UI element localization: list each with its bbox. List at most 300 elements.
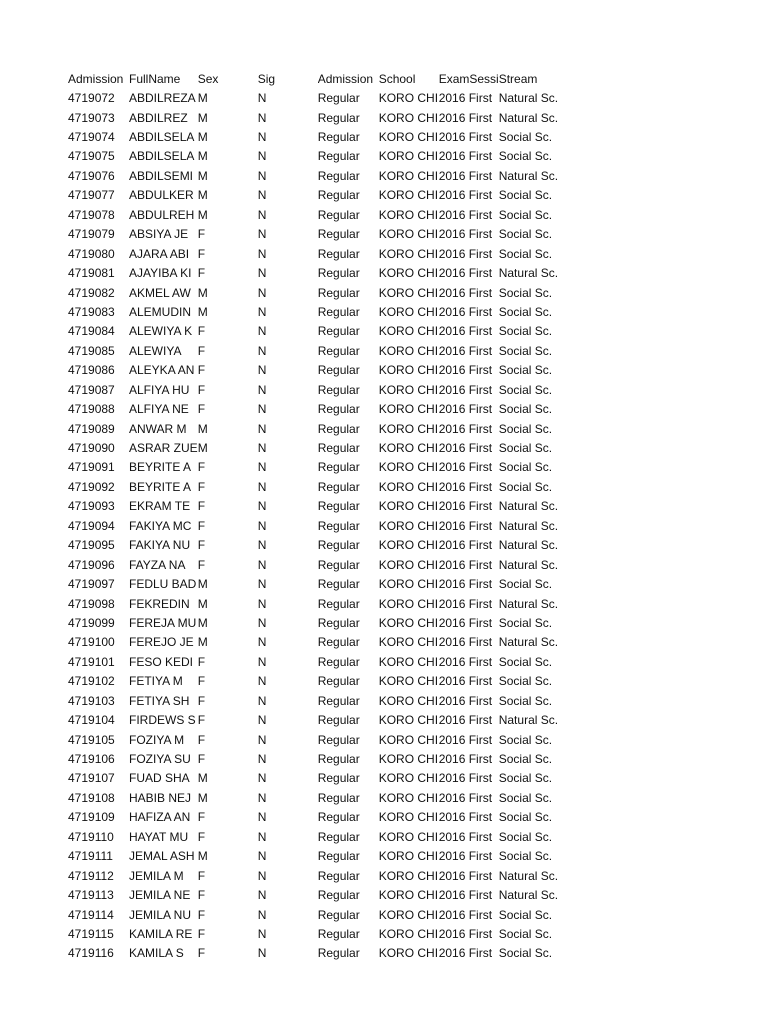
admission-type-cell[interactable]: Regular	[317, 829, 360, 844]
admission-cell[interactable]: 4719105	[68, 732, 115, 747]
sex-cell[interactable]: F	[197, 499, 206, 514]
school-cell[interactable]: KORO CHI	[378, 110, 439, 125]
admission-type-cell[interactable]: Regular	[317, 168, 360, 183]
sig-cell[interactable]: N	[257, 907, 267, 922]
school-cell[interactable]: KORO CHI	[378, 557, 439, 572]
admission-cell[interactable]: 4719090	[68, 441, 115, 456]
exam-session-cell[interactable]: 2016 First	[438, 693, 493, 708]
exam-session-cell[interactable]: 2016 First	[438, 829, 493, 844]
sex-cell[interactable]: M	[197, 304, 208, 319]
sex-cell[interactable]: M	[197, 441, 208, 456]
fullname-cell[interactable]: ABDILSELA	[129, 149, 195, 164]
stream-cell[interactable]: Social Sc.	[498, 849, 553, 864]
admission-type-cell[interactable]: Regular	[317, 946, 360, 961]
school-cell[interactable]: KORO CHI	[378, 266, 439, 281]
sig-cell[interactable]: N	[257, 693, 267, 708]
stream-cell[interactable]: Social Sc.	[498, 382, 553, 397]
admission-type-cell[interactable]: Regular	[317, 732, 360, 747]
sex-cell[interactable]: M	[197, 635, 208, 650]
stream-cell[interactable]: Natural Sc.	[498, 868, 559, 883]
sex-cell[interactable]: F	[197, 557, 206, 572]
school-cell[interactable]: KORO CHI	[378, 693, 439, 708]
exam-session-cell[interactable]: 2016 First	[438, 149, 493, 164]
school-cell[interactable]: KORO CHI	[378, 479, 439, 494]
fullname-cell[interactable]: ASRAR ZUE	[129, 441, 198, 456]
exam-session-cell[interactable]: 2016 First	[438, 460, 493, 475]
admission-type-cell[interactable]: Regular	[317, 460, 360, 475]
sig-cell[interactable]: N	[257, 557, 267, 572]
exam-session-cell[interactable]: 2016 First	[438, 654, 493, 669]
school-cell[interactable]: KORO CHI	[378, 246, 439, 261]
sig-cell[interactable]: N	[257, 615, 267, 630]
admission-cell[interactable]: 4719099	[68, 615, 115, 630]
stream-cell[interactable]: Natural Sc.	[498, 635, 559, 650]
exam-session-cell[interactable]: 2016 First	[438, 421, 493, 436]
school-cell[interactable]: KORO CHI	[378, 596, 439, 611]
stream-cell[interactable]: Natural Sc.	[498, 518, 559, 533]
sig-cell[interactable]: N	[257, 926, 267, 941]
school-cell[interactable]: KORO CHI	[378, 518, 439, 533]
exam-session-cell[interactable]: 2016 First	[438, 499, 493, 514]
admission-cell[interactable]: 4719113	[68, 888, 114, 903]
exam-session-cell[interactable]: 2016 First	[438, 363, 493, 378]
school-cell[interactable]: KORO CHI	[378, 363, 439, 378]
stream-cell[interactable]: Natural Sc.	[498, 888, 559, 903]
stream-cell[interactable]: Natural Sc.	[498, 266, 559, 281]
admission-type-cell[interactable]: Regular	[317, 888, 360, 903]
stream-cell[interactable]: Social Sc.	[498, 363, 553, 378]
sex-cell[interactable]: F	[197, 752, 206, 767]
school-cell[interactable]: KORO CHI	[378, 207, 439, 222]
fullname-cell[interactable]: FESO KEDI	[129, 654, 194, 669]
admission-type-cell[interactable]: Regular	[317, 907, 360, 922]
admission-type-cell[interactable]: Regular	[317, 557, 360, 572]
exam-session-cell[interactable]: 2016 First	[438, 557, 493, 572]
school-cell[interactable]: KORO CHI	[378, 577, 439, 592]
school-cell[interactable]: KORO CHI	[378, 888, 439, 903]
stream-cell[interactable]: Natural Sc.	[498, 538, 559, 553]
fullname-cell[interactable]: ANWAR M	[129, 421, 187, 436]
sig-cell[interactable]: N	[257, 732, 267, 747]
exam-session-cell[interactable]: 2016 First	[438, 926, 493, 941]
sig-cell[interactable]: N	[257, 499, 267, 514]
exam-session-cell[interactable]: 2016 First	[438, 130, 493, 145]
fullname-cell[interactable]: JEMILA M	[129, 868, 184, 883]
fullname-cell[interactable]: HABIB NEJ	[129, 790, 192, 805]
sig-cell[interactable]: N	[257, 829, 267, 844]
exam-session-cell[interactable]: 2016 First	[438, 479, 493, 494]
admission-cell[interactable]: 4719100	[68, 635, 115, 650]
sex-cell[interactable]: M	[197, 285, 208, 300]
sig-cell[interactable]: N	[257, 888, 267, 903]
admission-type-cell[interactable]: Regular	[317, 577, 360, 592]
sig-cell[interactable]: N	[257, 654, 267, 669]
sex-cell[interactable]: M	[197, 149, 208, 164]
admission-cell[interactable]: 4719091	[68, 460, 115, 475]
admission-cell[interactable]: 4719102	[68, 674, 115, 689]
stream-cell[interactable]: Social Sc.	[498, 829, 553, 844]
fullname-cell[interactable]: JEMAL ASH	[129, 849, 195, 864]
fullname-cell[interactable]: FUAD SHA	[129, 771, 190, 786]
fullname-cell[interactable]: HAYAT MU	[129, 829, 189, 844]
school-cell[interactable]: KORO CHI	[378, 771, 439, 786]
sex-cell[interactable]: F	[197, 693, 206, 708]
admission-type-cell[interactable]: Regular	[317, 130, 360, 145]
stream-cell[interactable]: Social Sc.	[498, 285, 553, 300]
sex-cell[interactable]: F	[197, 266, 206, 281]
sex-cell[interactable]: M	[197, 771, 208, 786]
sex-cell[interactable]: F	[197, 479, 206, 494]
sig-cell[interactable]: N	[257, 479, 267, 494]
admission-type-cell[interactable]: Regular	[317, 790, 360, 805]
exam-session-cell[interactable]: 2016 First	[438, 596, 493, 611]
exam-session-cell[interactable]: 2016 First	[438, 266, 493, 281]
sig-cell[interactable]: N	[257, 227, 267, 242]
admission-type-cell[interactable]: Regular	[317, 849, 360, 864]
sig-cell[interactable]: N	[257, 771, 267, 786]
sex-cell[interactable]: F	[197, 518, 206, 533]
exam-session-cell[interactable]: 2016 First	[438, 732, 493, 747]
exam-session-cell[interactable]: 2016 First	[438, 168, 493, 183]
admission-type-cell[interactable]: Regular	[317, 752, 360, 767]
stream-cell[interactable]: Social Sc.	[498, 246, 553, 261]
fullname-cell[interactable]: AJAYIBA KI	[129, 266, 192, 281]
sex-cell[interactable]: F	[197, 402, 206, 417]
sig-cell[interactable]: N	[257, 91, 267, 106]
school-cell[interactable]: KORO CHI	[378, 149, 439, 164]
sig-cell[interactable]: N	[257, 149, 267, 164]
admission-cell[interactable]: 4719072	[68, 91, 115, 106]
admission-cell[interactable]: 4719076	[68, 168, 115, 183]
admission-type-cell[interactable]: Regular	[317, 149, 360, 164]
school-cell[interactable]: KORO CHI	[378, 907, 439, 922]
admission-cell[interactable]: 4719094	[68, 518, 115, 533]
sig-cell[interactable]: N	[257, 849, 267, 864]
exam-session-cell[interactable]: 2016 First	[438, 207, 493, 222]
admission-cell[interactable]: 4719101	[68, 654, 115, 669]
header-exam-session[interactable]: ExamSessi	[438, 71, 499, 86]
admission-type-cell[interactable]: Regular	[317, 693, 360, 708]
fullname-cell[interactable]: FAYZA NA	[129, 557, 186, 572]
stream-cell[interactable]: Social Sc.	[498, 188, 553, 203]
sig-cell[interactable]: N	[257, 460, 267, 475]
sig-cell[interactable]: N	[257, 343, 267, 358]
header-admission[interactable]: Admission	[68, 71, 124, 86]
school-cell[interactable]: KORO CHI	[378, 324, 439, 339]
stream-cell[interactable]: Social Sc.	[498, 421, 553, 436]
admission-cell[interactable]: 4719095	[68, 538, 115, 553]
sex-cell[interactable]: F	[197, 713, 206, 728]
exam-session-cell[interactable]: 2016 First	[438, 713, 493, 728]
exam-session-cell[interactable]: 2016 First	[438, 402, 493, 417]
stream-cell[interactable]: Social Sc.	[498, 324, 553, 339]
admission-type-cell[interactable]: Regular	[317, 421, 360, 436]
stream-cell[interactable]: Social Sc.	[498, 926, 553, 941]
exam-session-cell[interactable]: 2016 First	[438, 188, 493, 203]
fullname-cell[interactable]: FETIYA M	[129, 674, 183, 689]
stream-cell[interactable]: Social Sc.	[498, 752, 553, 767]
sex-cell[interactable]: F	[197, 674, 206, 689]
admission-type-cell[interactable]: Regular	[317, 499, 360, 514]
sig-cell[interactable]: N	[257, 635, 267, 650]
exam-session-cell[interactable]: 2016 First	[438, 285, 493, 300]
fullname-cell[interactable]: EKRAM TE	[129, 499, 191, 514]
stream-cell[interactable]: Social Sc.	[498, 343, 553, 358]
fullname-cell[interactable]: FOZIYA M	[129, 732, 185, 747]
header-admission-type[interactable]: Admission	[317, 71, 374, 86]
fullname-cell[interactable]: FEREJA MU	[129, 615, 197, 630]
fullname-cell[interactable]: AKMEL AW	[129, 285, 191, 300]
admission-cell[interactable]: 4719089	[68, 421, 115, 436]
sex-cell[interactable]: F	[197, 324, 206, 339]
fullname-cell[interactable]: FAKIYA MC	[129, 518, 192, 533]
school-cell[interactable]: KORO CHI	[378, 188, 439, 203]
admission-type-cell[interactable]: Regular	[317, 441, 360, 456]
admission-type-cell[interactable]: Regular	[317, 91, 360, 106]
exam-session-cell[interactable]: 2016 First	[438, 538, 493, 553]
admission-cell[interactable]: 4719088	[68, 402, 115, 417]
sex-cell[interactable]: M	[197, 577, 208, 592]
stream-cell[interactable]: Natural Sc.	[498, 110, 559, 125]
school-cell[interactable]: KORO CHI	[378, 790, 439, 805]
admission-cell[interactable]: 4719098	[68, 596, 115, 611]
stream-cell[interactable]: Social Sc.	[498, 771, 553, 786]
sex-cell[interactable]: M	[197, 110, 208, 125]
sig-cell[interactable]: N	[257, 752, 267, 767]
admission-cell[interactable]: 4719116	[68, 946, 114, 961]
exam-session-cell[interactable]: 2016 First	[438, 674, 493, 689]
sig-cell[interactable]: N	[257, 674, 267, 689]
admission-type-cell[interactable]: Regular	[317, 868, 360, 883]
admission-cell[interactable]: 4719086	[68, 363, 115, 378]
sig-cell[interactable]: N	[257, 285, 267, 300]
sig-cell[interactable]: N	[257, 441, 267, 456]
admission-cell[interactable]: 4719085	[68, 343, 115, 358]
fullname-cell[interactable]: KAMILA S	[129, 946, 184, 961]
fullname-cell[interactable]: ALEYKA AN	[129, 363, 195, 378]
admission-cell[interactable]: 4719074	[68, 130, 115, 145]
stream-cell[interactable]: Social Sc.	[498, 615, 553, 630]
stream-cell[interactable]: Social Sc.	[498, 227, 553, 242]
admission-cell[interactable]: 4719108	[68, 790, 115, 805]
stream-cell[interactable]: Social Sc.	[498, 907, 553, 922]
school-cell[interactable]: KORO CHI	[378, 732, 439, 747]
admission-cell[interactable]: 4719114	[68, 907, 114, 922]
school-cell[interactable]: KORO CHI	[378, 227, 439, 242]
sex-cell[interactable]: M	[197, 615, 208, 630]
sex-cell[interactable]: F	[197, 382, 206, 397]
admission-cell[interactable]: 4719079	[68, 227, 115, 242]
school-cell[interactable]: KORO CHI	[378, 421, 439, 436]
fullname-cell[interactable]: ABSIYA JE	[129, 227, 189, 242]
admission-type-cell[interactable]: Regular	[317, 538, 360, 553]
admission-type-cell[interactable]: Regular	[317, 713, 360, 728]
fullname-cell[interactable]: FEKREDIN	[129, 596, 190, 611]
exam-session-cell[interactable]: 2016 First	[438, 615, 493, 630]
sig-cell[interactable]: N	[257, 324, 267, 339]
exam-session-cell[interactable]: 2016 First	[438, 868, 493, 883]
admission-cell[interactable]: 4719096	[68, 557, 115, 572]
sex-cell[interactable]: M	[197, 849, 208, 864]
header-sig[interactable]: Sig	[257, 71, 276, 86]
admission-cell[interactable]: 4719092	[68, 479, 115, 494]
exam-session-cell[interactable]: 2016 First	[438, 518, 493, 533]
sig-cell[interactable]: N	[257, 382, 267, 397]
school-cell[interactable]: KORO CHI	[378, 168, 439, 183]
sex-cell[interactable]: F	[197, 926, 206, 941]
sig-cell[interactable]: N	[257, 790, 267, 805]
exam-session-cell[interactable]: 2016 First	[438, 577, 493, 592]
admission-type-cell[interactable]: Regular	[317, 304, 360, 319]
sex-cell[interactable]: F	[197, 246, 206, 261]
sex-cell[interactable]: F	[197, 732, 206, 747]
school-cell[interactable]: KORO CHI	[378, 829, 439, 844]
sex-cell[interactable]: F	[197, 829, 206, 844]
sex-cell[interactable]: F	[197, 810, 206, 825]
exam-session-cell[interactable]: 2016 First	[438, 790, 493, 805]
exam-session-cell[interactable]: 2016 First	[438, 946, 493, 961]
exam-session-cell[interactable]: 2016 First	[438, 324, 493, 339]
admission-cell[interactable]: 4719103	[68, 693, 115, 708]
exam-session-cell[interactable]: 2016 First	[438, 810, 493, 825]
sex-cell[interactable]: F	[197, 460, 206, 475]
sex-cell[interactable]: F	[197, 868, 206, 883]
stream-cell[interactable]: Social Sc.	[498, 693, 553, 708]
sig-cell[interactable]: N	[257, 130, 267, 145]
admission-cell[interactable]: 4719109	[68, 810, 115, 825]
fullname-cell[interactable]: FETIYA SH	[129, 693, 190, 708]
school-cell[interactable]: KORO CHI	[378, 91, 439, 106]
school-cell[interactable]: KORO CHI	[378, 382, 439, 397]
school-cell[interactable]: KORO CHI	[378, 343, 439, 358]
admission-cell[interactable]: 4719115	[68, 926, 114, 941]
admission-type-cell[interactable]: Regular	[317, 227, 360, 242]
admission-type-cell[interactable]: Regular	[317, 324, 360, 339]
fullname-cell[interactable]: FAKIYA NU	[129, 538, 191, 553]
stream-cell[interactable]: Social Sc.	[498, 732, 553, 747]
header-fullname[interactable]: FullName	[129, 71, 181, 86]
stream-cell[interactable]: Natural Sc.	[498, 91, 559, 106]
admission-cell[interactable]: 4719080	[68, 246, 115, 261]
school-cell[interactable]: KORO CHI	[378, 304, 439, 319]
school-cell[interactable]: KORO CHI	[378, 285, 439, 300]
exam-session-cell[interactable]: 2016 First	[438, 304, 493, 319]
school-cell[interactable]: KORO CHI	[378, 946, 439, 961]
sex-cell[interactable]: M	[197, 596, 208, 611]
admission-type-cell[interactable]: Regular	[317, 402, 360, 417]
stream-cell[interactable]: Social Sc.	[498, 304, 553, 319]
sex-cell[interactable]: F	[197, 227, 206, 242]
exam-session-cell[interactable]: 2016 First	[438, 246, 493, 261]
header-stream[interactable]: Stream	[498, 71, 538, 86]
admission-type-cell[interactable]: Regular	[317, 771, 360, 786]
stream-cell[interactable]: Social Sc.	[498, 441, 553, 456]
school-cell[interactable]: KORO CHI	[378, 615, 439, 630]
admission-type-cell[interactable]: Regular	[317, 615, 360, 630]
fullname-cell[interactable]: JEMILA NU	[129, 907, 192, 922]
admission-cell[interactable]: 4719077	[68, 188, 115, 203]
sex-cell[interactable]: F	[197, 343, 206, 358]
stream-cell[interactable]: Social Sc.	[498, 402, 553, 417]
sex-cell[interactable]: F	[197, 907, 206, 922]
header-sex[interactable]: Sex	[197, 71, 219, 86]
stream-cell[interactable]: Social Sc.	[498, 149, 553, 164]
school-cell[interactable]: KORO CHI	[378, 460, 439, 475]
fullname-cell[interactable]: HAFIZA AN	[129, 810, 191, 825]
admission-type-cell[interactable]: Regular	[317, 810, 360, 825]
exam-session-cell[interactable]: 2016 First	[438, 752, 493, 767]
stream-cell[interactable]: Social Sc.	[498, 654, 553, 669]
admission-cell[interactable]: 4719084	[68, 324, 115, 339]
exam-session-cell[interactable]: 2016 First	[438, 227, 493, 242]
admission-cell[interactable]: 4719073	[68, 110, 115, 125]
fullname-cell[interactable]: JEMILA NE	[129, 888, 191, 903]
exam-session-cell[interactable]: 2016 First	[438, 849, 493, 864]
exam-session-cell[interactable]: 2016 First	[438, 343, 493, 358]
stream-cell[interactable]: Natural Sc.	[498, 168, 559, 183]
sex-cell[interactable]: M	[197, 168, 208, 183]
sex-cell[interactable]: F	[197, 654, 206, 669]
fullname-cell[interactable]: ALFIYA NE	[129, 402, 189, 417]
stream-cell[interactable]: Social Sc.	[498, 207, 553, 222]
sig-cell[interactable]: N	[257, 207, 267, 222]
fullname-cell[interactable]: FEDLU BAD	[129, 577, 197, 592]
school-cell[interactable]: KORO CHI	[378, 441, 439, 456]
school-cell[interactable]: KORO CHI	[378, 499, 439, 514]
admission-type-cell[interactable]: Regular	[317, 674, 360, 689]
admission-type-cell[interactable]: Regular	[317, 110, 360, 125]
sex-cell[interactable]: M	[197, 790, 208, 805]
admission-type-cell[interactable]: Regular	[317, 285, 360, 300]
admission-cell[interactable]: 4719110	[68, 829, 114, 844]
exam-session-cell[interactable]: 2016 First	[438, 907, 493, 922]
school-cell[interactable]: KORO CHI	[378, 635, 439, 650]
fullname-cell[interactable]: AJARA ABI	[129, 246, 190, 261]
admission-cell[interactable]: 4719112	[68, 868, 114, 883]
sig-cell[interactable]: N	[257, 810, 267, 825]
admission-type-cell[interactable]: Regular	[317, 363, 360, 378]
fullname-cell[interactable]: ABDILSEMI	[129, 168, 194, 183]
fullname-cell[interactable]: ABDILSELA	[129, 130, 195, 145]
fullname-cell[interactable]: BEYRITE A	[129, 479, 192, 494]
stream-cell[interactable]: Social Sc.	[498, 460, 553, 475]
admission-type-cell[interactable]: Regular	[317, 518, 360, 533]
school-cell[interactable]: KORO CHI	[378, 810, 439, 825]
admission-type-cell[interactable]: Regular	[317, 343, 360, 358]
stream-cell[interactable]: Natural Sc.	[498, 713, 559, 728]
admission-cell[interactable]: 4719097	[68, 577, 115, 592]
admission-cell[interactable]: 4719083	[68, 304, 115, 319]
sig-cell[interactable]: N	[257, 246, 267, 261]
admission-cell[interactable]: 4719081	[68, 266, 115, 281]
exam-session-cell[interactable]: 2016 First	[438, 771, 493, 786]
stream-cell[interactable]: Social Sc.	[498, 674, 553, 689]
school-cell[interactable]: KORO CHI	[378, 654, 439, 669]
fullname-cell[interactable]: FIRDEWS S	[129, 713, 196, 728]
sig-cell[interactable]: N	[257, 596, 267, 611]
admission-cell[interactable]: 4719107	[68, 771, 115, 786]
school-cell[interactable]: KORO CHI	[378, 849, 439, 864]
stream-cell[interactable]: Social Sc.	[498, 946, 553, 961]
stream-cell[interactable]: Social Sc.	[498, 810, 553, 825]
sig-cell[interactable]: N	[257, 110, 267, 125]
school-cell[interactable]: KORO CHI	[378, 926, 439, 941]
admission-cell[interactable]: 4719106	[68, 752, 115, 767]
admission-cell[interactable]: 4719087	[68, 382, 115, 397]
school-cell[interactable]: KORO CHI	[378, 130, 439, 145]
admission-cell[interactable]: 4719104	[68, 713, 115, 728]
sig-cell[interactable]: N	[257, 538, 267, 553]
